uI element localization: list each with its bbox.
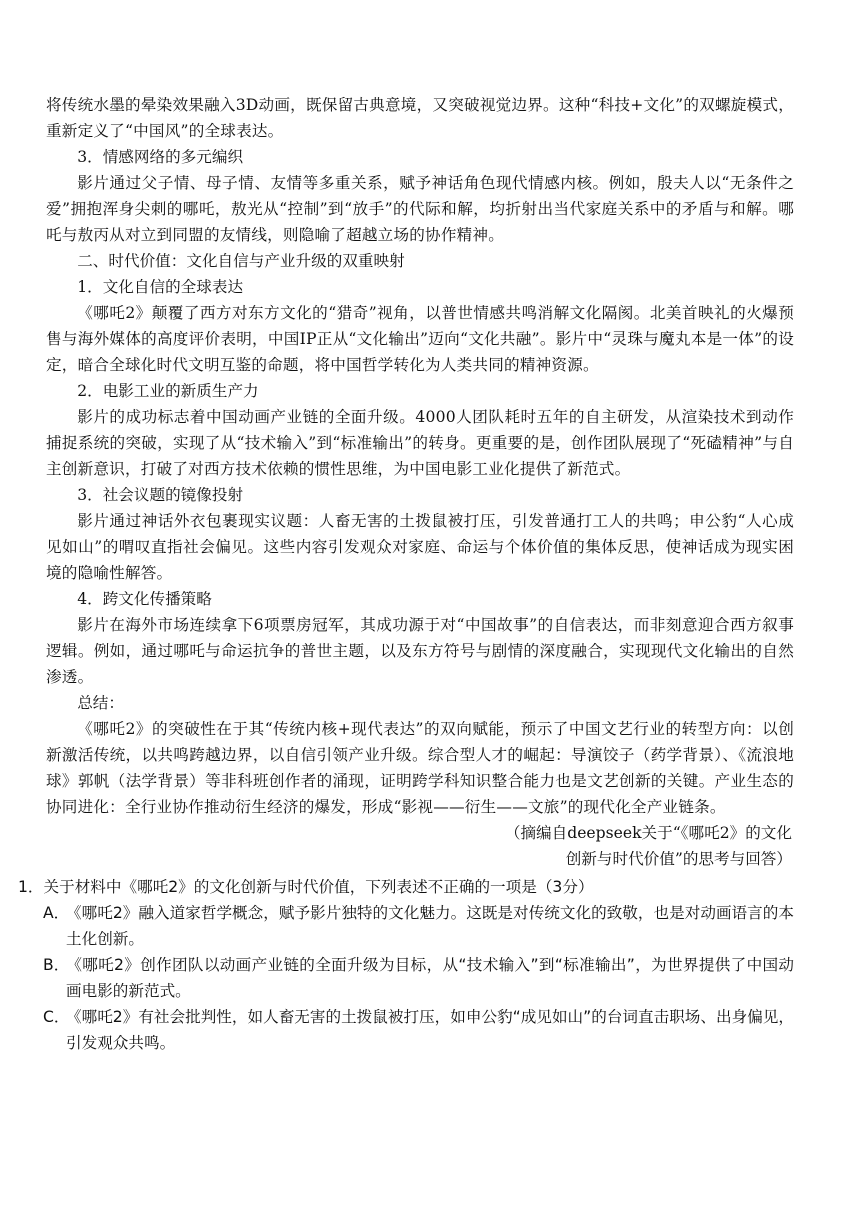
paragraph-emotion-network: 影片通过父子情、母子情、友情等多重关系，赋予神话角色现代情感内核。例如，殷夫人以“无条件之爱”拥抱浑身尖刺的哪吒，敖光从“控制”到“放手”的代际和解，均折射出当代家庭关系中的矛盾与和解。哪吒与敖丙从对立到同盟的友情线，则隐喻了超越立场的协作精神。 [46,174,794,244]
paragraph-ink-animation: 将传统水墨的晕染效果融入3D动画，既保留古典意境，又突破视觉边界。这种“科技+文化”的双螺旋模式，重新定义了“中国风”的全球表达。 [46,96,794,140]
option-c[interactable] [43,1004,794,1056]
option-b-text: 《哪吒2》创作团队以动画产业链的全面升级为目标，从“技术输入”到“标准输出”，为世界提供了中国动画电影的新范式。 [66,956,794,1000]
option-c-text: 《哪吒2》有社会批判性，如人畜无害的土拨鼠被打压，如申公豹“成见如山”的台词直击职场、出身偏见，引发观众共鸣。 [66,1008,794,1052]
paragraph-social-issues: 影片通过神话外衣包裹现实议题：人畜无害的土拨鼠被打压，引发普通打工人的共鸣；申公豹“人心成见如山”的喟叹直指社会偏见。这些内容引发观众对家庭、命运与个体价值的集体反思，使神话成为现实困境的隐喻性解答。 [46,512,794,582]
section-heading-era-value: 二、时代价值：文化自信与产业升级的双重映射 [77,252,405,270]
subheading-cultural-confidence: 1．文化自信的全球表达 [77,278,244,296]
subheading-emotion-network: 3．情感网络的多元编织 [77,148,244,166]
source-citation-line-1: （摘编自deepseek关于“《哪吒2》的文化 [504,824,792,842]
reading-material [18,92,794,1056]
option-c-letter: C． [43,1008,70,1026]
paragraph-summary: 《哪吒2》的突破性在于其“传统内核+现代表达”的双向赋能，预示了中国文艺行业的转型方向：以创新激活传统，以共鸣跨越边界，以自信引领产业升级。综合型人才的崛起：导演饺子（药学背景）、《流浪地球》郭帆（法学背景）等非科班创作者的涌现，证明跨学科知识整合能力也是文艺创新的关键。产业生态的协同进化：全行业协作推动衍生经济的爆发，形成“影视——衍生——文旅”的现代化全产业链条。 [46,720,794,816]
paragraph-cultural-confidence: 《哪吒2》颠覆了西方对东方文化的“猎奇”视角，以普世情感共鸣消解文化隔阂。北美首映礼的火爆预售与海外媒体的高度评价表明，中国IP正从“文化输出”迈向“文化共融”。影片中“灵珠与魔丸本是一体”的设定，暗合全球化时代文明互鉴的命题，将中国哲学转化为人类共同的精神资源。 [46,304,794,374]
option-a-text: 《哪吒2》融入道家哲学概念，赋予影片独特的文化魅力。这既是对传统文化的致敬，也是对动画语言的本土化创新。 [66,904,794,948]
option-a[interactable] [43,900,794,952]
subheading-film-industry: 2．电影工业的新质生产力 [77,382,259,400]
subheading-cross-cultural: 4．跨文化传播策略 [77,590,212,608]
summary-label: 总结： [77,694,124,712]
option-b-letter: B． [43,956,70,974]
source-citation-line-2: 创新与时代价值”的思考与回答） [565,850,792,868]
paragraph-film-industry: 影片的成功标志着中国动画产业链的全面升级。4000人团队耗时五年的自主研发，从渲染技术到动作捕捉系统的突破，实现了从“技术输入”到“标准输出”的转身。更重要的是，创作团队展现了“死磕精神”与自主创新意识，打破了对西方技术依赖的惯性思维，为中国电影工业化提供了新范式。 [46,408,794,478]
question-stem: 1．关于材料中《哪吒2》的文化创新与时代价值，下列表述不正确的一项是（3分） [18,878,594,896]
subheading-social-issues: 3．社会议题的镜像投射 [77,486,244,504]
option-a-letter: A． [43,904,70,922]
option-b[interactable] [43,952,794,1004]
paragraph-cross-cultural: 影片在海外市场连续拿下6项票房冠军，其成功源于对“中国故事”的自信表达，而非刻意迎合西方叙事逻辑。例如，通过哪吒与命运抗争的普世主题，以及东方符号与剧情的深度融合，实现现代文化输出的自然渗透。 [46,616,794,686]
